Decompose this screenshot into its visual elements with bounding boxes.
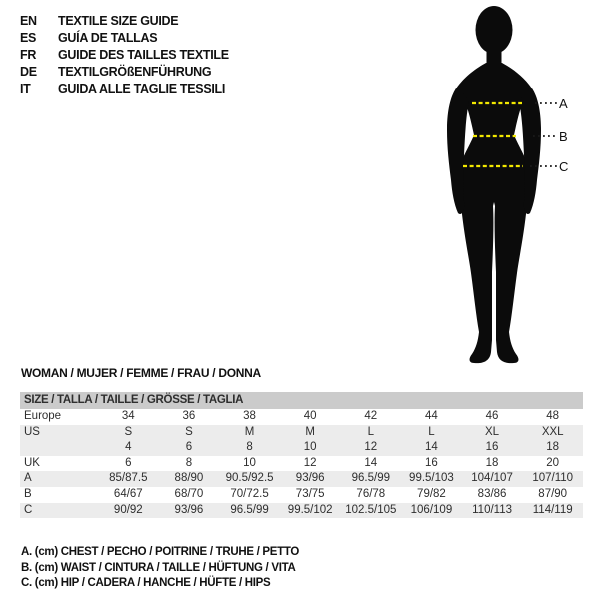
size-cell: 64/67 (113, 487, 143, 500)
language-row (20, 47, 229, 64)
size-cell: 36 (182, 410, 196, 422)
language-title: GUIDE DES TAILLES TEXTILE (58, 48, 229, 62)
size-cell: 40 (303, 410, 317, 422)
size-cell: 114/119 (532, 503, 573, 516)
legend-line: B. (cm) WAIST / CINTURA / TAILLE / HÜFTUNG / VITA (21, 561, 296, 574)
row-label: UK (24, 456, 40, 469)
size-cell: S (124, 425, 133, 438)
measure-letter: A (559, 96, 568, 111)
language-code: ES (20, 31, 37, 45)
size-cell: 8 (246, 441, 253, 454)
size-table (20, 392, 583, 518)
size-cell: 99.5/102 (287, 503, 333, 516)
table-row (20, 425, 583, 441)
table-row (20, 503, 583, 519)
row-label: B (24, 487, 32, 500)
size-cell: 99.5/103 (409, 472, 454, 485)
language-row (20, 13, 229, 30)
size-cell: 6 (185, 441, 193, 454)
size-cell: 18 (485, 456, 499, 469)
size-cell: 20 (546, 456, 560, 469)
size-cell: 76/78 (356, 487, 386, 500)
size-cell: 93/96 (174, 503, 204, 516)
language-row (20, 30, 229, 47)
size-cell: 90.5/92.5 (225, 472, 274, 485)
language-title: TEXTILE SIZE GUIDE (58, 14, 179, 28)
size-cell: 107/110 (532, 472, 574, 485)
size-cell: 16 (485, 441, 499, 454)
size-cell: 14 (364, 456, 378, 469)
size-cell: 38 (243, 410, 256, 422)
woman-silhouette-figure (415, 0, 595, 375)
size-cell: 46 (485, 410, 499, 422)
size-cell: 4 (125, 441, 132, 454)
size-cell: 6 (125, 456, 132, 469)
measurement-legend (21, 545, 299, 592)
language-code: FR (20, 48, 37, 62)
legend-line: C. (cm) HIP / CADERA / HANCHE / HÜFTE / HIPS (21, 577, 271, 589)
size-cell: 12 (303, 456, 317, 469)
size-cell: 90/92 (113, 503, 143, 516)
table-row (20, 487, 583, 503)
size-cell: 44 (425, 410, 438, 422)
size-cell: 102.5/105 (345, 503, 397, 516)
size-cell: 10 (303, 441, 317, 454)
row-label: Europe (24, 410, 62, 422)
size-cell: 96.5/99 (351, 472, 390, 485)
size-cell: 93/96 (295, 472, 325, 485)
row-label: US (24, 425, 40, 438)
size-cell: 70/72.5 (230, 487, 269, 500)
size-cell: L (367, 425, 375, 438)
size-cell: 16 (425, 456, 438, 469)
size-cell: 42 (364, 410, 378, 422)
size-cell: XL (485, 425, 500, 438)
size-cell: 34 (121, 410, 135, 422)
table-row (20, 456, 583, 472)
size-cell: 73/75 (295, 487, 325, 500)
size-cell: 96.5/99 (230, 503, 269, 516)
size-table-header: SIZE / TALLA / TAILLE / GRÖSSE / TAGLIA (20, 392, 583, 409)
size-cell: 48 (546, 410, 560, 422)
table-row (20, 471, 583, 487)
size-cell: 12 (364, 441, 378, 454)
size-cell: 68/70 (174, 487, 204, 500)
table-row (20, 409, 583, 425)
measure-letter: C (559, 159, 569, 174)
row-label (20, 440, 98, 456)
table-row (20, 440, 583, 456)
language-code: EN (20, 14, 37, 28)
size-cell: 8 (185, 456, 193, 469)
measure-letter: B (559, 129, 568, 144)
size-cell: 106/109 (410, 503, 453, 516)
woman-silhouette (447, 6, 541, 363)
size-cell: 10 (243, 456, 256, 469)
size-cell: 83/86 (477, 487, 507, 500)
legend-line: A. (cm) CHEST / PECHO / POITRINE / TRUHE / PETTO (21, 546, 300, 558)
size-cell: 18 (546, 441, 560, 454)
row-label: C (24, 503, 33, 516)
size-cell: XXL (541, 425, 564, 438)
section-title: WOMAN / MUJER / FEMME / FRAU / DONNA (21, 366, 261, 380)
size-cell: M (244, 425, 255, 438)
size-cell: 88/90 (174, 472, 204, 485)
row-label: A (24, 472, 32, 485)
size-cell: S (185, 425, 193, 438)
size-cell: 14 (425, 441, 438, 454)
language-list (20, 13, 229, 98)
language-title: TEXTILGRÖßENFÜHRUNG (58, 65, 212, 79)
language-row (20, 81, 229, 98)
size-cell: 79/82 (417, 487, 446, 500)
size-cell: 85/87.5 (109, 472, 148, 485)
size-cell: L (428, 425, 435, 438)
language-code: DE (20, 65, 37, 79)
language-title: GUIDA ALLE TAGLIE TESSILI (58, 82, 226, 96)
language-row (20, 64, 229, 81)
size-table-body (20, 409, 583, 518)
size-cell: 104/107 (471, 472, 513, 485)
size-cell: 110/113 (472, 503, 512, 516)
size-cell: 87/90 (538, 487, 568, 500)
size-cell: M (305, 425, 315, 438)
language-title: GUÍA DE TALLAS (58, 31, 158, 45)
language-code: IT (20, 82, 31, 96)
